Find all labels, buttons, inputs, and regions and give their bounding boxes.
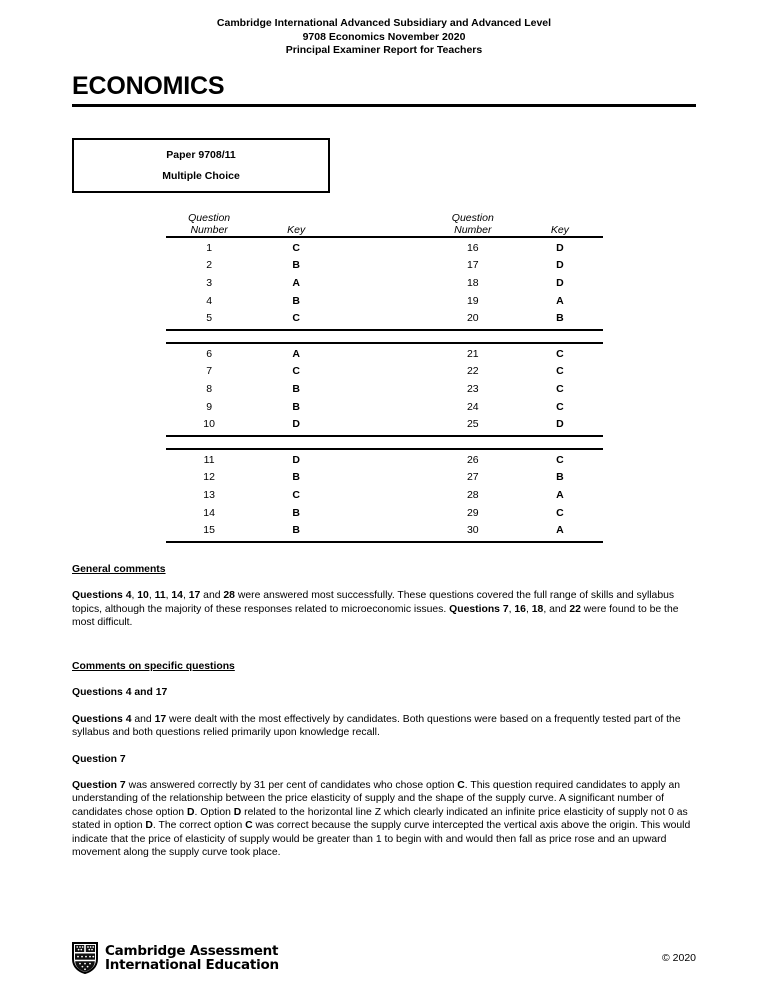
answer-key-right: B xyxy=(556,471,564,484)
question-number-right: 22 xyxy=(466,365,479,378)
answer-key-right: C xyxy=(556,506,564,519)
question-number-right: 28 xyxy=(466,488,479,501)
question-number-right: 27 xyxy=(466,471,479,484)
question-number-left: 15 xyxy=(203,524,215,537)
general-comments-section xyxy=(72,563,696,630)
title-divider xyxy=(72,104,696,107)
column-header-question-number-left: Question Number xyxy=(188,212,231,236)
answer-key-right: C xyxy=(556,347,564,360)
answer-key-right: D xyxy=(556,259,564,272)
table-row xyxy=(166,363,603,381)
question-number-left: 14 xyxy=(203,506,215,519)
question-number-left: 1 xyxy=(206,241,213,254)
question-number-left: 3 xyxy=(206,276,213,289)
table-row xyxy=(166,239,603,257)
question-number-right: 19 xyxy=(466,294,479,307)
column-header-key-right: Key xyxy=(550,224,569,236)
general-comments-heading: General comments xyxy=(72,564,166,575)
paper-info-box xyxy=(72,138,330,193)
emphasis-text: 22 xyxy=(569,603,581,615)
question-number-right: 29 xyxy=(466,506,479,519)
answer-key-right: D xyxy=(556,276,564,289)
page-footer xyxy=(72,942,696,974)
question-number-left: 11 xyxy=(203,453,215,466)
answer-key-table-header xyxy=(166,208,603,236)
emphasis-text: C xyxy=(245,820,253,832)
table-row xyxy=(166,415,603,433)
question-number-left: 10 xyxy=(203,418,215,431)
answer-key-right: C xyxy=(556,453,564,466)
emphasis-text: 10 xyxy=(137,590,149,602)
answer-key-left: B xyxy=(292,259,300,272)
answer-key-block xyxy=(166,448,603,543)
question-number-right: 21 xyxy=(466,347,479,360)
question-number-left: 13 xyxy=(203,488,215,501)
answer-key-block xyxy=(166,342,603,437)
table-row xyxy=(166,451,603,469)
emphasis-text: C xyxy=(457,780,465,792)
answer-key-table xyxy=(166,208,603,543)
emphasis-text: D xyxy=(186,806,195,818)
header-line-qualification: Cambridge International Advanced Subsidiary and Advanced Level xyxy=(216,17,552,29)
emphasis-text: Questions 4 xyxy=(72,713,132,725)
header-line-syllabus: 9708 Economics November 2020 xyxy=(302,30,466,43)
page-title: ECONOMICS xyxy=(72,72,225,100)
table-row xyxy=(166,257,603,275)
emphasis-text: Question 7 xyxy=(72,780,126,792)
question-number-right: 30 xyxy=(466,524,479,537)
question-number-left: 7 xyxy=(206,365,213,378)
emphasis-text: 14 xyxy=(171,590,183,602)
emphasis-text: 17 xyxy=(188,590,201,602)
table-row xyxy=(166,486,603,504)
answer-key-right: A xyxy=(556,524,564,537)
answer-key-right: C xyxy=(556,365,564,378)
answer-key-right: D xyxy=(556,241,564,254)
paper-type-label: Multiple Choice xyxy=(162,170,240,182)
question-number-right: 17 xyxy=(466,259,479,272)
answer-key-left: A xyxy=(292,276,300,289)
table-row xyxy=(166,292,603,310)
answer-key-left: B xyxy=(292,294,300,307)
answer-key-left: C xyxy=(292,488,300,501)
header-line-report-type: Principal Examiner Report for Teachers xyxy=(285,44,483,56)
question-number-right: 23 xyxy=(466,382,479,395)
table-row xyxy=(166,469,603,487)
question-number-right: 26 xyxy=(466,453,479,466)
table-row xyxy=(166,398,603,416)
answer-key-left: C xyxy=(292,365,300,378)
question-sub-heading: Questions 4 and 17 xyxy=(72,687,168,699)
answer-key-left: A xyxy=(292,347,300,360)
question-number-left: 9 xyxy=(206,400,213,413)
specific-comments-section xyxy=(72,660,696,859)
brand-lockup xyxy=(72,942,279,974)
answer-key-left: B xyxy=(292,471,300,484)
document-header xyxy=(72,17,696,58)
emphasis-text: 28 xyxy=(223,590,235,602)
table-row xyxy=(166,504,603,522)
answer-key-left: B xyxy=(292,382,300,395)
cambridge-shield-icon xyxy=(72,942,98,974)
brand-name xyxy=(105,944,279,973)
question-sub-heading: Question 7 xyxy=(72,753,126,765)
answer-key-left: C xyxy=(292,312,300,325)
emphasis-text: 18 xyxy=(531,603,544,615)
emphasis-text: 17 xyxy=(154,713,167,725)
question-number-right: 16 xyxy=(466,241,479,254)
question-number-left: 12 xyxy=(203,471,215,484)
answer-key-right: A xyxy=(556,294,564,307)
table-row xyxy=(166,345,603,363)
specific-comments-items xyxy=(72,686,696,859)
question-comment-paragraph: Questions 4 and 17 were dealt with the most effectively by candidates. Both questions were based on a frequently tested part of the syllabus and both questions relied primarily upon knowledge recall. xyxy=(72,713,681,739)
emphasis-text: D xyxy=(145,820,153,832)
question-number-left: 2 xyxy=(206,259,213,272)
emphasis-text: D xyxy=(233,806,242,818)
emphasis-text: 11 xyxy=(154,590,166,602)
question-number-right: 24 xyxy=(466,400,479,413)
answer-key-left: D xyxy=(292,418,300,431)
specific-comments-heading: Comments on specific questions xyxy=(72,661,235,672)
general-comments-paragraph: Questions 4, 10, 11, 14, 17 and 28 were answered most successfully. These questions covered the full range of skills and syllabus topics, although the majority of these responses related to microeconomic issues. Questions 7, 16, 18, and 22 were found to be the most difficult. xyxy=(72,590,679,629)
answer-key-right: D xyxy=(556,418,564,431)
answer-key-right: B xyxy=(556,312,564,325)
copyright-notice: © 2020 xyxy=(661,952,696,964)
table-row xyxy=(166,521,603,539)
column-header-question-number-right: Question Number xyxy=(451,212,494,236)
answer-key-left: D xyxy=(292,453,300,466)
brand-line-1: Cambridge Assessment xyxy=(105,942,279,959)
question-number-right: 20 xyxy=(466,312,479,325)
question-number-left: 8 xyxy=(206,382,213,395)
question-number-left: 5 xyxy=(206,312,213,325)
question-number-left: 6 xyxy=(206,347,213,360)
table-row xyxy=(166,274,603,292)
emphasis-text: Questions 7 xyxy=(449,603,509,615)
answer-key-left: B xyxy=(292,400,300,413)
answer-key-right: A xyxy=(556,488,564,501)
emphasis-text: Questions 4 xyxy=(72,590,132,602)
brand-line-2: International Education xyxy=(105,957,279,973)
table-row xyxy=(166,309,603,327)
paper-code-label: Paper 9708/11 xyxy=(166,149,236,161)
emphasis-text: 16 xyxy=(514,603,526,615)
answer-key-left: B xyxy=(292,506,300,519)
answer-key-left: B xyxy=(292,524,300,537)
answer-key-right: C xyxy=(556,400,564,413)
question-comment-paragraph: Question 7 was answered correctly by 31 per cent of candidates who chose option C. This question required candidates to apply an understanding of the relationship between the price elasticity of supply and the shape of the supply curve. A significant number of candidates chose option D. Option D related to the horizontal line Z which clearly indicated an infinite price elasticity of supply not 0 as stated in option D. The correct option C was correct because the supply curve intercepted the vertical axis above the origin. This would indicate that the price of elasticity of supply would be greater than 1 to begin with and would then fall as price rose and an upward movement along the supply curve took place. xyxy=(72,780,691,859)
question-number-right: 18 xyxy=(466,276,479,289)
answer-key-right: C xyxy=(556,382,564,395)
column-header-key-left: Key xyxy=(287,224,306,236)
question-number-left: 4 xyxy=(206,294,213,307)
answer-key-left: C xyxy=(292,241,300,254)
answer-key-block xyxy=(166,236,603,331)
question-number-right: 25 xyxy=(466,418,479,431)
table-row xyxy=(166,380,603,398)
answer-key-table-body xyxy=(166,236,603,543)
